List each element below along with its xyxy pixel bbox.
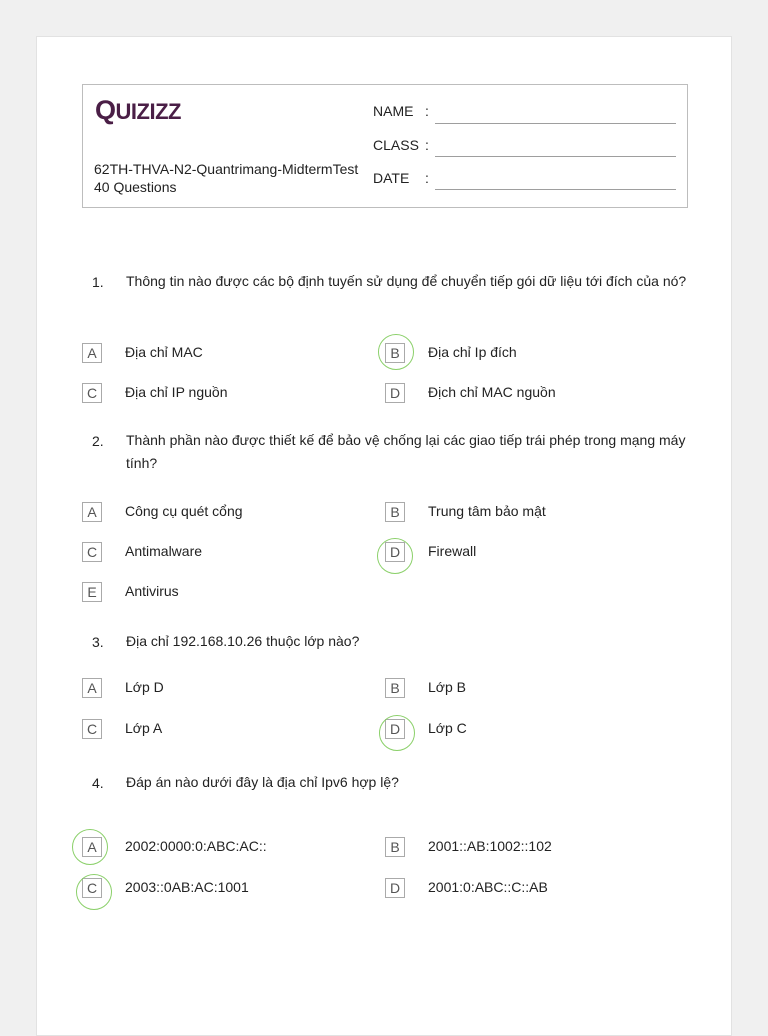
- question-number: 3.: [92, 634, 104, 650]
- option-text: Địa chỉ Ip đích: [428, 344, 517, 360]
- question-number: 1.: [92, 274, 104, 290]
- option-text: Địa chỉ MAC: [125, 344, 203, 360]
- class-field[interactable]: [435, 156, 676, 157]
- option-text: 2001::AB:1002::102: [428, 838, 552, 854]
- option-letter-box: D: [385, 383, 405, 403]
- name-colon: :: [425, 103, 429, 119]
- option-letter-box: B: [385, 343, 405, 363]
- option-text: Địa chỉ IP nguồn: [125, 384, 228, 400]
- name-field[interactable]: [435, 123, 676, 124]
- question-number: 2.: [92, 433, 104, 449]
- worksheet-header: [82, 84, 688, 208]
- question-count: 40 Questions: [94, 179, 177, 195]
- option-letter-box: A: [82, 343, 102, 363]
- option-letter-box: D: [385, 719, 405, 739]
- option-text: Trung tâm bảo mật: [428, 503, 546, 519]
- option-text: 2002:0000:0:ABC:AC::: [125, 838, 267, 854]
- option-letter-box: D: [385, 878, 405, 898]
- date-label: DATE: [373, 170, 410, 186]
- option-text: Công cụ quét cổng: [125, 503, 243, 519]
- option-letter-box: E: [82, 582, 102, 602]
- logo-initial: Q: [95, 95, 116, 125]
- option-text: Lớp D: [125, 679, 164, 695]
- class-colon: :: [425, 137, 429, 153]
- option-text: Lớp C: [428, 720, 467, 736]
- option-letter-box: B: [385, 502, 405, 522]
- option-letter-box: C: [82, 383, 102, 403]
- option-letter-box: B: [385, 678, 405, 698]
- option-letter-box: B: [385, 837, 405, 857]
- option-letter-box: C: [82, 719, 102, 739]
- option-letter-box: A: [82, 678, 102, 698]
- class-label: CLASS: [373, 137, 419, 153]
- option-text: Firewall: [428, 543, 477, 559]
- option-text: Antivirus: [125, 583, 179, 599]
- logo-rest: UIZIZZ: [115, 99, 181, 124]
- question-text: Thông tin nào được các bộ định tuyến sử dụng để chuyển tiếp gói dữ liệu tới đích của nó?: [126, 273, 687, 289]
- option-text: 2003::0AB:AC:1001: [125, 879, 249, 895]
- date-field[interactable]: [435, 189, 676, 190]
- question-text: Đáp án nào dưới đây là địa chỉ Ipv6 hợp lệ?: [126, 774, 399, 790]
- name-label: NAME: [373, 103, 414, 119]
- option-letter-box: D: [385, 542, 405, 562]
- question-text: Địa chỉ 192.168.10.26 thuộc lớp nào?: [126, 633, 360, 649]
- option-text: 2001:0:ABC::C::AB: [428, 879, 548, 895]
- option-text: Lớp A: [125, 720, 163, 736]
- option-letter-box: C: [82, 542, 102, 562]
- option-text: Lớp B: [428, 679, 466, 695]
- question-number: 4.: [92, 775, 104, 791]
- worksheet-page: [36, 36, 732, 1036]
- option-text: Địch chỉ MAC nguồn: [428, 384, 556, 400]
- quizizz-logo: [95, 95, 181, 126]
- question-text: Thành phần nào được thiết kế để bảo vệ chống lại các giao tiếp trái phép trong mạng máy tính?: [126, 432, 686, 471]
- option-letter-box: C: [82, 878, 102, 898]
- option-letter-box: A: [82, 502, 102, 522]
- date-colon: :: [425, 170, 429, 186]
- option-text: Antimalware: [125, 543, 203, 559]
- quiz-title: 62TH-THVA-N2-Quantrimang-MidtermTest: [94, 161, 359, 177]
- option-letter-box: A: [82, 837, 102, 857]
